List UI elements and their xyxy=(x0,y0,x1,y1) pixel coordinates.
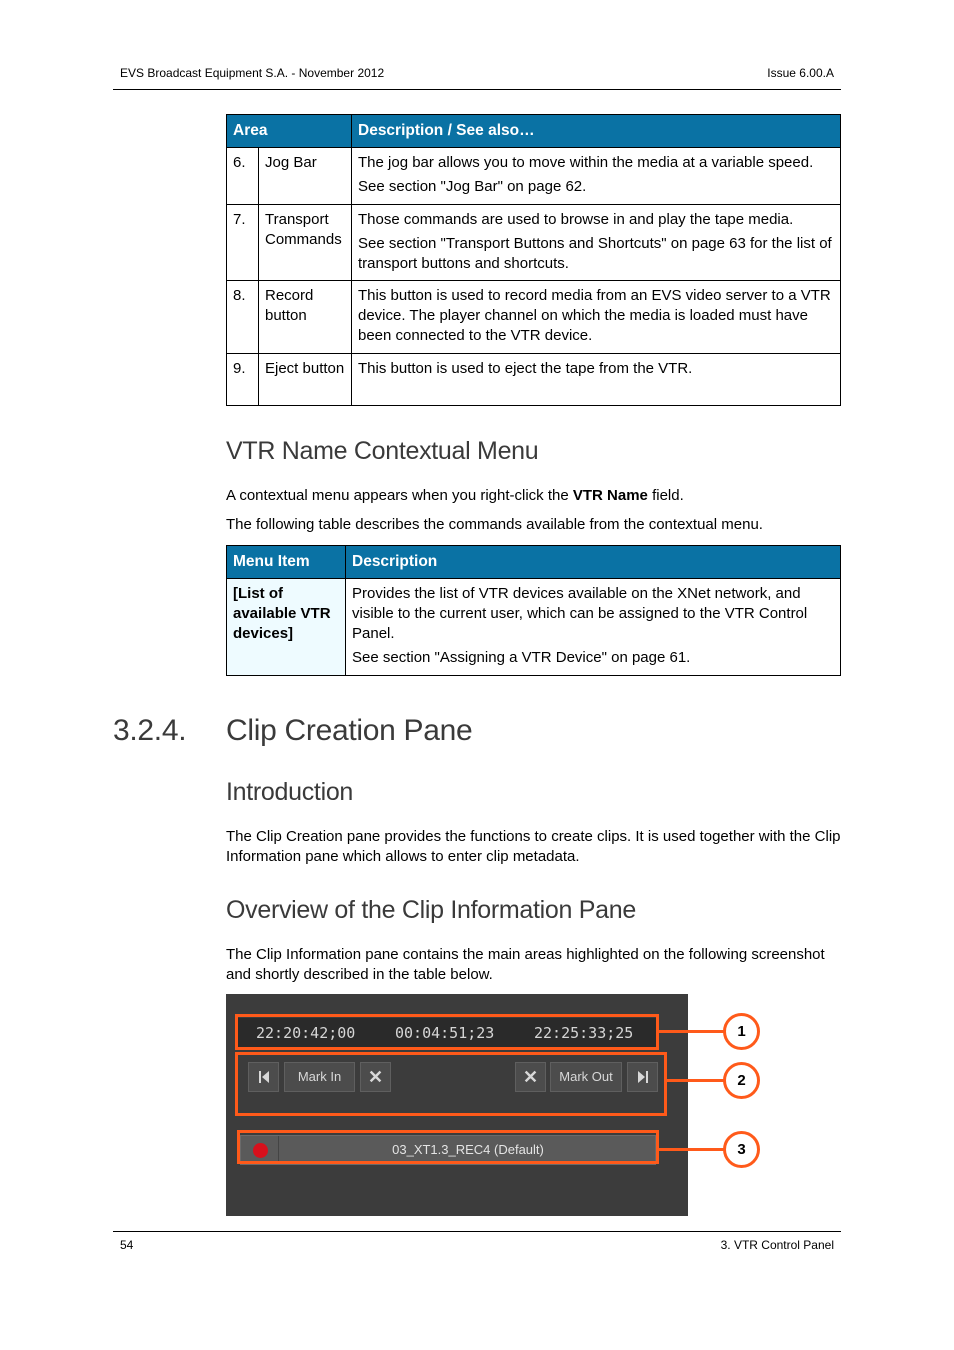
intro-heading: Introduction xyxy=(226,778,354,806)
description-header: Description / See also… xyxy=(352,115,841,148)
footer-chapter: 3. VTR Control Panel xyxy=(720,1238,834,1252)
header-left: EVS Broadcast Equipment S.A. - November 2012 xyxy=(120,66,385,80)
record-channel-label: 03_XT1.3_REC4 (Default) xyxy=(392,1142,544,1157)
table-row xyxy=(227,281,841,354)
callout-2: 2 xyxy=(723,1062,760,1099)
menu-item-header: Menu Item xyxy=(227,546,346,579)
row-number: 7. xyxy=(227,205,259,281)
highlight-area-1 xyxy=(235,1014,659,1050)
page-number: 54 xyxy=(120,1238,134,1252)
area-table xyxy=(226,114,841,406)
header-right: Issue 6.00.A xyxy=(767,66,834,80)
row-area: Eject button xyxy=(259,354,352,406)
row-description: This button is used to eject the tape from the VTR. xyxy=(352,354,841,406)
close-icon: ✕ xyxy=(522,1067,539,1087)
table-row xyxy=(227,579,841,676)
vtr-menu-para1: A contextual menu appears when you right-click the VTR Name field. xyxy=(226,487,684,504)
row-area: Record button xyxy=(259,281,352,354)
callout-leader-1 xyxy=(658,1030,724,1033)
section-title: Clip Creation Pane xyxy=(226,714,473,747)
callout-leader-2 xyxy=(666,1079,724,1082)
row-number: 9. xyxy=(227,354,259,406)
row-description: The jog bar allows you to move within the media at a variable speed. See section "Jog Bar" on page 62. xyxy=(352,148,841,205)
highlight-area-2 xyxy=(235,1052,667,1116)
table-row xyxy=(227,148,841,205)
area-header: Area xyxy=(227,115,352,148)
section-number: 3.2.4. xyxy=(113,714,187,747)
row-number: 6. xyxy=(227,148,259,205)
menu-item-description: Provides the list of VTR devices available on the XNet network, and visible to the current user, which can be assigned to the VTR Control Panel. See section "Assigning a VTR Device" on page 61. xyxy=(346,579,841,676)
close-icon: ✕ xyxy=(367,1067,384,1087)
table-row xyxy=(227,354,841,406)
callout-leader-3 xyxy=(658,1148,724,1151)
header-rule xyxy=(113,89,841,90)
clip-pane-screenshot xyxy=(226,994,688,1216)
vtr-menu-heading: VTR Name Contextual Menu xyxy=(226,437,539,465)
vtr-menu-para2: The following table describes the commands available from the contextual menu. xyxy=(226,516,763,533)
callout-1: 1 xyxy=(723,1013,760,1050)
footer-rule xyxy=(113,1231,841,1232)
menu-table xyxy=(226,545,841,676)
intro-text: The Clip Creation pane provides the functions to create clips. It is used together with the Clip Information pane which allows to enter clip metadata. xyxy=(226,828,841,865)
callout-3: 3 xyxy=(723,1131,760,1168)
mark-in-button[interactable]: Mark In xyxy=(284,1062,355,1092)
mark-out-timecode: 22:25:33;25 xyxy=(534,1024,634,1042)
menu-item-name: [List of available VTR devices] xyxy=(227,579,346,676)
overview-text: The Clip Information pane contains the main areas highlighted on the following screenshot and shortly described in the table below. xyxy=(226,946,825,983)
mark-out-button[interactable]: Mark Out xyxy=(550,1062,622,1092)
overview-heading: Overview of the Clip Information Pane xyxy=(226,896,636,924)
table-row xyxy=(227,205,841,281)
row-description: Those commands are used to browse in and play the tape media. See section "Transport Buttons and Shortcuts" on page 63 for the list of transport buttons and shortcuts. xyxy=(352,205,841,281)
row-area: Transport Commands xyxy=(259,205,352,281)
highlight-area-3 xyxy=(237,1130,659,1164)
duration-timecode: 00:04:51;23 xyxy=(395,1024,495,1042)
row-description: This button is used to record media from an EVS video server to a VTR device. The player channel on which the media is loaded must have been connected to the VTR device. xyxy=(352,281,841,354)
mark-in-timecode: 22:20:42;00 xyxy=(256,1024,356,1042)
row-area: Jog Bar xyxy=(259,148,352,205)
row-number: 8. xyxy=(227,281,259,354)
menu-description-header: Description xyxy=(346,546,841,579)
